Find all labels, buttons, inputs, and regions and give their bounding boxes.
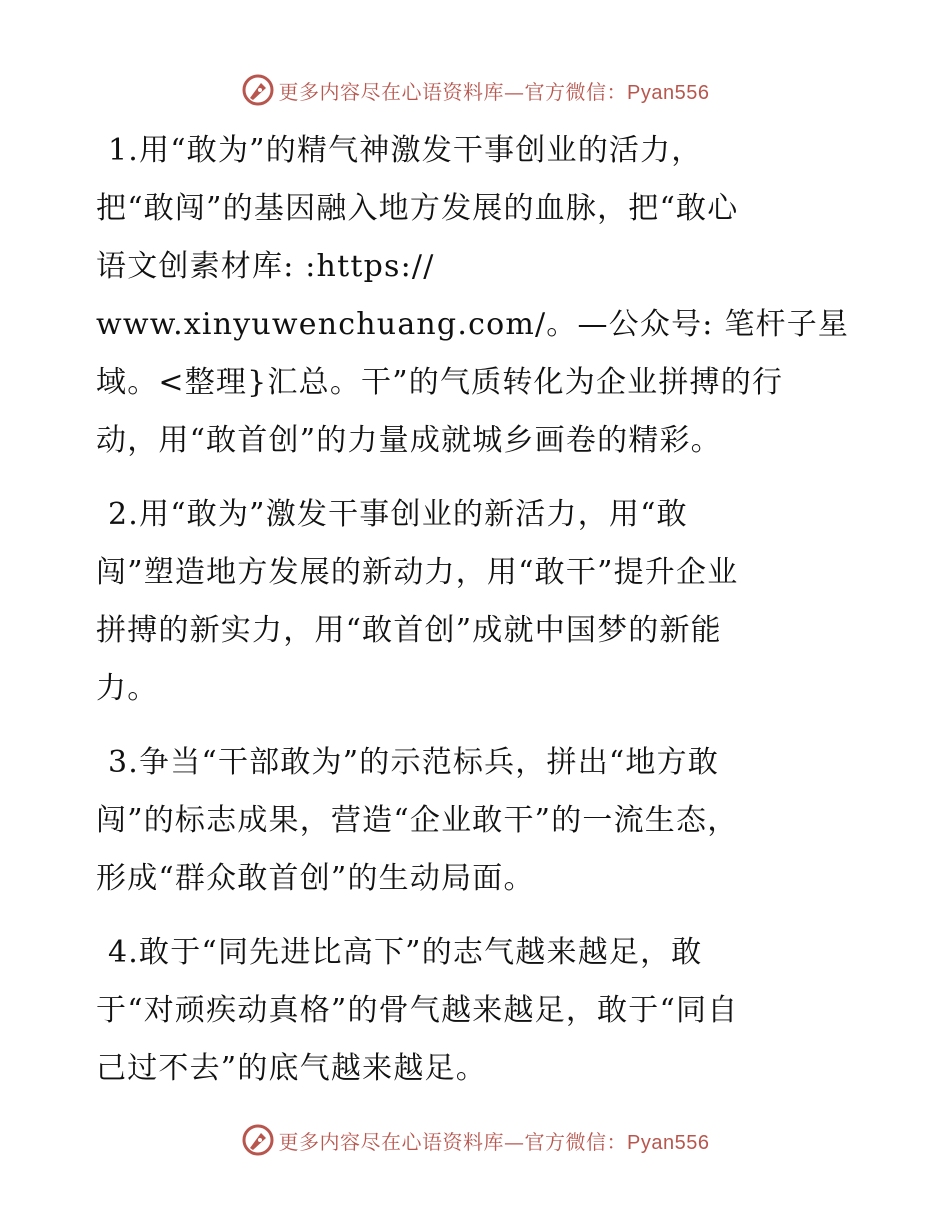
footer-wechat-label: 官方微信： [524,1129,628,1154]
paragraph-line: 闯”塑造地方发展的新动力，用“敢干”提升企业 [96,555,739,590]
pen-nib-circle-icon [241,1123,275,1157]
paragraph-line: www.xinyuwenchuang.com/。—公众号: 笔杆子星 [96,307,850,342]
header-banner [0,70,950,110]
paragraph-4 [96,924,856,1098]
paragraph-line: 力。 [96,671,159,706]
header-site: 更多内容尽在心语资料库 [278,79,505,104]
header-wechat-label: 官方微信： [524,79,628,104]
paragraph-line: 己过不去”的底气越来越足。 [96,1051,487,1086]
document-body [96,122,856,1114]
paragraph-line: 把“敢闯”的基因融入地方发展的血脉，把“敢心 [96,191,739,226]
footer-dash: — [504,1129,525,1154]
paragraph-line: 1.用“敢为”的精气神激发干事创业的活力， [108,133,703,168]
pen-nib-circle-icon [241,73,275,107]
footer-banner [0,1120,950,1160]
paragraph-line: 动，用“敢首创”的力量成就城乡画卷的精彩。 [96,423,722,458]
paragraph-line: 于“对顽疾动真格”的骨气越来越足，敢于“同自 [96,993,739,1028]
header-wechat-id: Pyan556 [627,81,710,104]
footer-text [279,1126,710,1155]
footer-wechat-id: Pyan556 [627,1131,710,1154]
paragraph-line: 3.争当“干部敢为”的示范标兵，拼出“地方敢 [108,745,720,780]
paragraph-line: 形成“群众敢首创”的生动局面。 [96,861,535,896]
paragraph-line: 语文创素材库: :https:// [96,249,435,284]
paragraph-line: 拼搏的新实力，用“敢首创”成就中国梦的新能 [96,613,722,648]
paragraph-3 [96,734,856,908]
paragraph-line: 4.敢于“同先进比高下”的志气越来越足，敢 [108,935,703,970]
footer-site: 更多内容尽在心语资料库 [278,1129,505,1154]
paragraph-2 [96,486,856,718]
paragraph-line: 闯”的标志成果，营造“企业敢干”的一流生态， [96,803,739,838]
paragraph-1 [96,122,856,470]
header-dash: — [504,79,525,104]
paragraph-line: 域。<整理}汇总。干”的气质转化为企业拼搏的行 [96,365,784,400]
paragraph-line: 2.用“敢为”激发干事创业的新活力，用“敢 [108,497,688,532]
header-text [279,76,710,105]
